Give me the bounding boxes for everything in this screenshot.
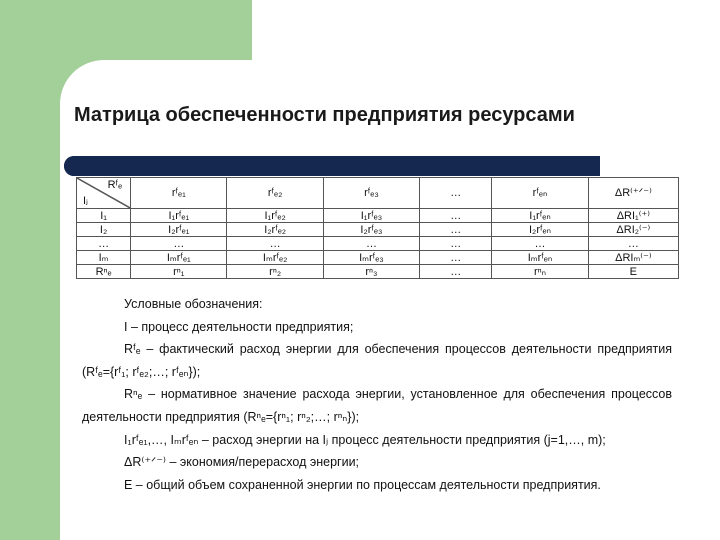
- table-cell: …: [227, 237, 323, 251]
- title-divider-dot: [64, 156, 86, 176]
- column-header: rᶠₑ₂: [227, 178, 323, 209]
- table-cell: I₂rᶠₑ₂: [227, 223, 323, 237]
- table-cell: Iₘrᶠₑ₁: [131, 251, 227, 265]
- table-row: [77, 209, 679, 223]
- table-cell: rⁿ₂: [227, 265, 323, 279]
- resource-matrix-table: [76, 177, 679, 279]
- table-cell: …: [420, 223, 492, 237]
- table-cell: rⁿ₃: [323, 265, 419, 279]
- legend-item: E – общий объем сохраненной энергии по процессам деятельности предприятия.: [124, 477, 601, 492]
- table-cell: …: [420, 265, 492, 279]
- corner-bottom-label: Iⱼ: [83, 195, 88, 207]
- slide-title: Матрица обеспеченности предприятия ресурсами: [74, 104, 575, 126]
- table-cell: …: [131, 237, 227, 251]
- table-cell: E: [588, 265, 678, 279]
- table-cell: Iₘrᶠₑ₂: [227, 251, 323, 265]
- table-cell: …: [420, 251, 492, 265]
- table-row: [77, 223, 679, 237]
- table-cell: I₁rᶠₑ₂: [227, 209, 323, 223]
- column-header: ΔR⁽⁺ᐟ⁻⁾: [588, 178, 678, 209]
- row-label: Rⁿₑ: [77, 265, 131, 279]
- table-cell: ΔRI₂⁽⁻⁾: [588, 223, 678, 237]
- table-cell: I₁rᶠₑ₃: [323, 209, 419, 223]
- table-cell: Iₘrᶠₑₙ: [492, 251, 588, 265]
- table-row: [77, 265, 679, 279]
- table-cell: …: [420, 237, 492, 251]
- table-row: [77, 237, 679, 251]
- table-cell: …: [323, 237, 419, 251]
- table-cell: I₁rᶠₑₙ: [492, 209, 588, 223]
- row-label: I₂: [77, 223, 131, 237]
- column-header: rᶠₑₙ: [492, 178, 588, 209]
- row-label: …: [77, 237, 131, 251]
- legend-item: ΔR⁽⁺ᐟ⁻⁾ – экономия/перерасход энергии;: [124, 455, 360, 470]
- table-row: [77, 251, 679, 265]
- legend-heading: Условные обозначения:: [124, 297, 263, 311]
- table-cell: I₂rᶠₑ₁: [131, 223, 227, 237]
- table-cell: Iₘrᶠₑ₃: [323, 251, 419, 265]
- row-label: Iₘ: [77, 251, 131, 265]
- table-cell: …: [420, 209, 492, 223]
- table-cell: I₂rᶠₑₙ: [492, 223, 588, 237]
- table-cell: ΔRI₁⁽⁺⁾: [588, 209, 678, 223]
- table-cell: …: [492, 237, 588, 251]
- row-label: I₁: [77, 209, 131, 223]
- corner-cell: [77, 178, 131, 209]
- legend-item: I₁rᶠₑ₁,…, Iₘrᶠₑₙ – расход энергии на Iⱼ процесс деятельности предприятия (j=1,…, m);: [124, 432, 606, 447]
- corner-top-label: Rᶠₑ: [107, 179, 123, 191]
- legend-block: [82, 293, 672, 496]
- table-cell: …: [588, 237, 678, 251]
- column-header: rᶠₑ₁: [131, 178, 227, 209]
- legend-item: Rᶠₑ – фактический расход энергии для обеспечения процессов деятельности предприятия (Rᶠₑ={rᶠ₁; rᶠₑ₂;…; rᶠₑₙ});: [82, 342, 672, 379]
- legend-item: I – процесс деятельности предприятия;: [124, 319, 354, 334]
- column-header: …: [420, 178, 492, 209]
- title-divider-bar: [64, 156, 600, 176]
- table-cell: I₁rᶠₑ₁: [131, 209, 227, 223]
- table-cell: I₂rᶠₑ₃: [323, 223, 419, 237]
- legend-item: Rⁿₑ – нормативное значение расхода энергии, установленное для обеспечения процессов деятельности предприятия (Rⁿₑ={rⁿ₁; rⁿ₂;…; rⁿₙ});: [82, 387, 672, 424]
- column-header: rᶠₑ₃: [323, 178, 419, 209]
- table-cell: ΔRIₘ⁽⁻⁾: [588, 251, 678, 265]
- table-cell: rⁿ₁: [131, 265, 227, 279]
- table-cell: rⁿₙ: [492, 265, 588, 279]
- table-header-row: [77, 178, 679, 209]
